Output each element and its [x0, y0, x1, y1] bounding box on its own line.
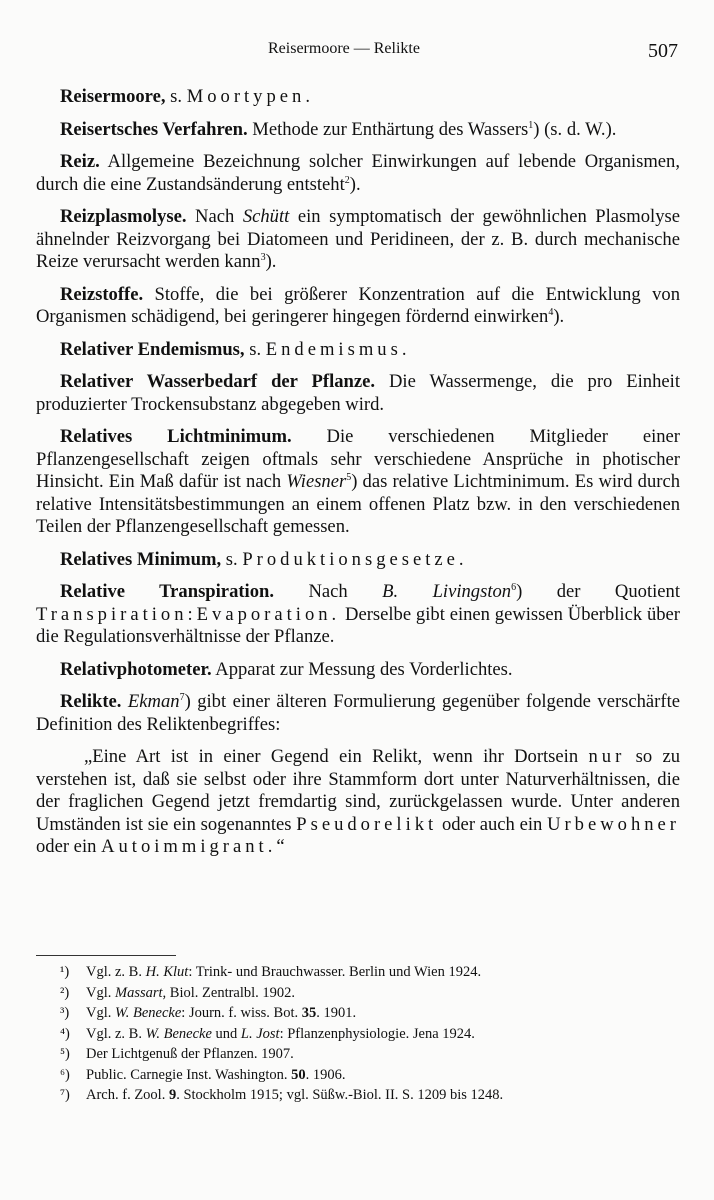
footnote-ref: 5: [346, 471, 352, 483]
entry-term: Relatives Lichtminimum.: [60, 426, 292, 447]
entry-relative-transpiration: Relative Transpiration. Nach B. Livingston$^6$) der Quotient Transpiration:Evaporation. Derselbe gibt einen gewissen Überblick über die Regulationsverhältnisse der Pflanze.: [36, 581, 680, 647]
entry-relatives-lichtminimum: Relatives Lichtminimum. Die verschiedenen Mitglieder einer Pflanzengesellschaft zeigen oftmals sehr verschiedene Ansprüche in photischer Hinsicht. Ein Maß dafür ist nach Wiesner$^5$) das relative Lichtminimum. Es wird durch relative Intensitätsbestimmungen an einem offenen Platz bzw. in den verschiedenen Teilen der Pflanzengesellschaft gemessen.: [36, 426, 680, 537]
footnote-ref: 3: [260, 251, 266, 263]
author-name: B. Livingston: [382, 581, 512, 602]
footnote-ref: 7: [179, 691, 185, 703]
entry-reizstoffe: Reizstoffe. Stoffe, die bei größerer Konzentration auf die Entwicklung von Organismen schädigend, bei geringerer hingegen fördernd einwirken$^4$).: [36, 283, 680, 327]
page-number: 507: [648, 40, 678, 62]
spaced-term: Transpiration:Evaporation.: [36, 603, 341, 625]
entry-term: Relikte.: [60, 691, 122, 712]
footnote-ref: 6: [511, 581, 517, 593]
entry-relativphotometer: Relativphotometer. Apparat zur Messung des Vorderlichtes.: [60, 658, 513, 680]
spaced-term: Pseudorelikt: [296, 813, 438, 835]
relikte-quotation: „Eine Art ist in einer Gegend ein Relikt, wenn ihr Dortsein nur so zu verstehen ist, daß sie selbst oder ihre Stammform dort unter Naturverhältnissen, die der fraglichen Gegend jetzt fremdartig sind, zurückgelassen wurde. Unter anderen Umständen ist sie ein sogenanntes Pseudorelikt oder auch ein Urbewohner oder ein Autoimmigrant.“: [36, 746, 680, 857]
spaced-term: nur: [588, 746, 626, 767]
entry-term: Reizplasmolyse.: [60, 206, 187, 227]
footnote-ref: 1: [528, 119, 534, 131]
footnote-4: ⁴) Vgl. z. B. W. Benecke und L. Jost: Pflanzenphysiologie. Jena 1924.: [60, 1025, 475, 1042]
author-name: Schütt: [242, 206, 290, 227]
footnote-divider: [36, 955, 176, 956]
entry-relatives-minimum: Relatives Minimum, s. Produktionsgesetze.: [60, 548, 468, 570]
running-head: Reisermoore — Relikte: [268, 40, 420, 57]
cross-reference: Produktionsgesetze.: [242, 548, 468, 570]
spaced-term: Autoimmigrant.: [101, 836, 277, 857]
entry-term: Relativphotometer.: [60, 658, 212, 680]
footnote-3: ³) Vgl. W. Benecke: Journ. f. wiss. Bot. 35. 1901.: [60, 1005, 357, 1021]
entry-term: Relatives Minimum,: [60, 548, 222, 570]
cross-reference: Endemismus.: [265, 338, 411, 360]
entry-reisertsches-verfahren: Reisertsches Verfahren. Methode zur Enthärtung des Wassers$^1$) (s. d. W.).: [60, 118, 617, 140]
entry-reiz: Reiz. Allgemeine Bezeichnung solcher Einwirkungen auf lebende Organismen, durch die eine Zustandsänderung entsteht$^2$).: [36, 151, 680, 195]
entry-relikte: Relikte. Ekman$^7$) gibt einer älteren Formulierung gegenüber folgende verschärfte Definition des Reliktenbegriffes:: [36, 691, 680, 735]
footnote-5: ⁵) Der Lichtgenuß der Pflanzen. 1907.: [60, 1046, 294, 1062]
entry-term: Relative Transpiration.: [60, 581, 275, 602]
spaced-term: Urbewohner: [547, 813, 680, 835]
entry-reizplasmolyse: Reizplasmolyse. Nach Schütt ein symptomatisch der gewöhnlichen Plasmolyse ähnelnder Reizvorgang bei Diatomeen und Peridineen, der z. B. durch mechanische Reize verursacht werden kann$^3$).: [36, 206, 681, 272]
entry-term: Reiz.: [60, 151, 100, 172]
entry-term: Reisermoore,: [60, 86, 166, 107]
entry-reisermoore: Reisermoore, s. Moortypen.: [60, 86, 314, 107]
cross-reference: Moortypen.: [186, 86, 314, 107]
entry-relativer-endemismus: Relativer Endemismus, s. Endemismus.: [60, 338, 411, 360]
author-name: Ekman: [127, 691, 180, 712]
page-header: [0, 40, 714, 66]
author-name: Wiesner: [286, 471, 347, 492]
entry-term: Reisertsches Verfahren.: [60, 118, 248, 140]
footnote-1: ¹) Vgl. z. B. H. Klut: Trink- und Brauchwasser. Berlin und Wien 1924.: [60, 964, 482, 980]
entry-term: Relativer Endemismus,: [60, 338, 245, 360]
dictionary-body: [36, 86, 680, 859]
footnotes: [60, 962, 680, 1106]
footnote-7: ⁷) Arch. f. Zool. 9. Stockholm 1915; vgl. Süßw.-Biol. II. S. 1209 bis 1248.: [60, 1087, 504, 1103]
entry-term: Relativer Wasserbedarf der Pflanze.: [60, 371, 376, 392]
entry-term: Reizstoffe.: [60, 283, 144, 305]
footnote-2: ²) Vgl. Massart, Biol. Zentralbl. 1902.: [60, 984, 296, 1001]
footnote-6: ⁶) Public. Carnegie Inst. Washington. 50. 1906.: [60, 1066, 346, 1083]
entry-relativer-wasserbedarf: Relativer Wasserbedarf der Pflanze. Die Wassermenge, die pro Einheit produzierter Trockensubstanz abgegeben wird.: [36, 371, 680, 415]
footnote-ref: 4: [548, 306, 554, 318]
footnote-ref: 2: [344, 174, 350, 186]
